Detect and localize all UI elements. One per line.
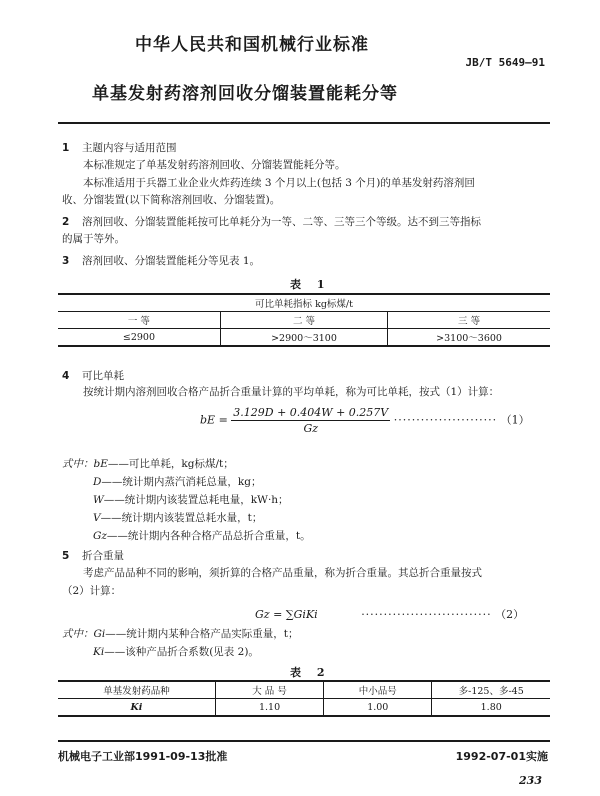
effective-date: 1992-07-01实施: [455, 750, 548, 763]
formula-1: bE = $\frac{3.129D + 0.404W + 0.257V}{Gz}$ ······················· （1）: [200, 406, 530, 435]
page-number: 233: [519, 774, 542, 787]
definition-Gi: 式中：Gi——统计期内某种合格产品实际重量，t；: [62, 628, 299, 640]
grade-3-value: >3100～3600: [388, 329, 550, 347]
section-5-line-2: （2）计算：: [62, 585, 122, 597]
standard-number: JB/T 5649—91: [465, 56, 545, 69]
table-2-header-large: 大 品 号: [215, 681, 323, 699]
definition-bE: 式中：bE——可比单耗，kg标煤/t；: [62, 458, 234, 470]
formula-2: Gz = ∑GiKi ····························· （2）: [255, 608, 525, 621]
section-3-text: 3 溶剂回收、分馏装置能耗分等见表 1。: [62, 255, 261, 267]
table-2-header-small: 中小品号: [324, 681, 432, 699]
approval-date: 机械电子工业部1991-09-13批准: [58, 750, 228, 763]
table-row: [58, 294, 550, 312]
definition-Ki: Ki——该种产品折合系数(见表 2)。: [93, 646, 259, 658]
table-2-value-multi: 1.80: [432, 699, 550, 717]
conversion-factor-table: [58, 680, 550, 717]
table-row: [58, 681, 550, 699]
section-4-text: 按统计期内溶剂回收合格产品折合重量计算的平均单耗，称为可比单耗，按式（1）计算：: [83, 386, 500, 398]
section-1-paragraph-2a: 本标准适用于兵器工业企业火炸药连续 3 个月以上(包括 3 个月)的单基发射药溶剂回: [83, 177, 475, 189]
definition-D: D——统计期内蒸汽消耗总量，kg；: [93, 476, 262, 488]
table-2-row-label: Ki: [58, 699, 215, 717]
table-1-caption: 表 1: [290, 278, 331, 291]
document-title: 单基发射药溶剂回收分馏装置能耗分等: [92, 84, 398, 104]
grade-2-value: >2900～3100: [220, 329, 387, 347]
table-2-value-large: 1.10: [215, 699, 323, 717]
table-2-header-type: 单基发射药品种: [58, 681, 215, 699]
section-2-line-1: 2 溶剂回收、分馏装置能耗按可比单耗分为一等、二等、三等三个等级。达不到三等指标: [62, 216, 481, 228]
section-2-line-2: 的属于等外。: [62, 233, 125, 245]
table-row: [58, 699, 550, 717]
section-1-paragraph-2b: 收、分馏装置(以下简称溶剂回收、分馏装置)。: [62, 194, 281, 206]
table-1-header: 可比单耗指标 kg标煤/t: [58, 294, 550, 312]
table-row: [58, 312, 550, 329]
grade-1-value: ≤2900: [58, 329, 220, 347]
section-1-heading: 1 主题内容与适用范围: [62, 142, 177, 154]
section-4-heading: 4 可比单耗: [62, 370, 124, 382]
footer-rule: [58, 740, 550, 742]
section-1-paragraph-1: 本标准规定了单基发射药溶剂回收、分馏装置能耗分等。: [83, 159, 346, 171]
table-2-header-multi: 多-125、多-45: [432, 681, 550, 699]
grade-1-label: 一 等: [58, 312, 220, 329]
definition-W: W——统计期内该装置总耗电量，kW·h；: [93, 494, 289, 506]
section-5-heading: 5 折合重量: [62, 550, 124, 562]
standard-header-title: 中华人民共和国机械行业标准: [135, 35, 369, 55]
table-row: [58, 329, 550, 347]
section-5-line-1: 考虑产品品种不同的影响，须折算的合格产品重量，称为折合重量。其总折合重量按式: [83, 567, 482, 579]
grade-2-label: 二 等: [220, 312, 387, 329]
table-2-caption: 表 2: [290, 666, 331, 679]
formula-1-fraction: $\frac{3.129D + 0.404W + 0.257V}{Gz}$: [233, 406, 389, 435]
definition-V: V——统计期内该装置总耗水量，t；: [93, 512, 263, 524]
definition-Gz: Gz——统计期内各种合格产品总折合重量，t。: [93, 530, 311, 542]
energy-grade-table: [58, 293, 550, 347]
grade-3-label: 三 等: [388, 312, 550, 329]
title-rule: [58, 122, 550, 124]
table-2-value-small: 1.00: [324, 699, 432, 717]
